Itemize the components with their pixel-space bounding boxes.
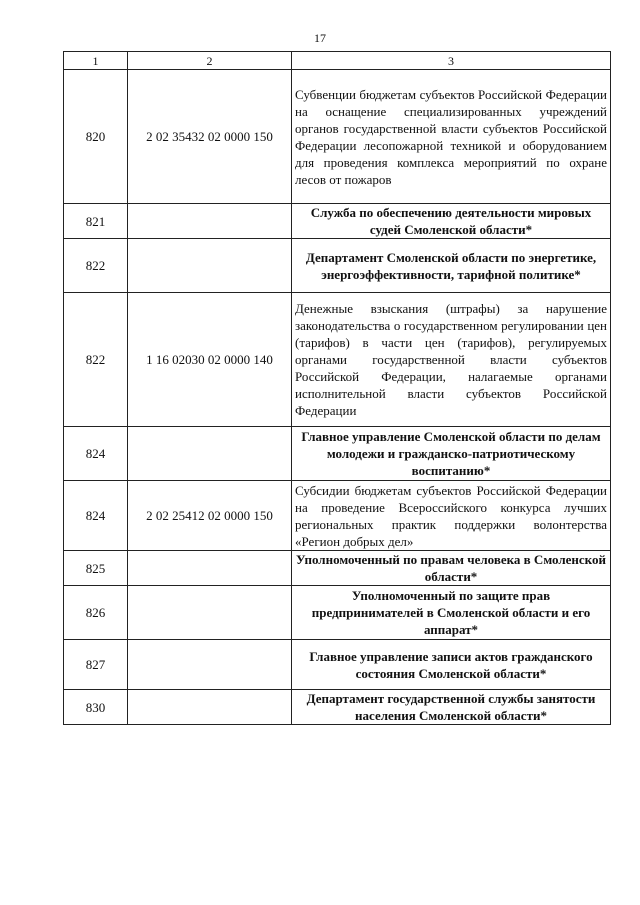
budget-code-cell: 1 16 02030 02 0000 140 [128,293,292,427]
administrator-name-cell: Уполномоченный по правам человека в Смоленской области* [292,551,611,586]
budget-code-cell [128,427,292,481]
table-header-row [64,52,611,70]
admin-code-cell: 824 [64,481,128,551]
table-row [64,690,611,725]
table-row [64,293,611,427]
admin-code-cell: 822 [64,239,128,293]
administrator-name-cell: Департамент государственной службы занятости населения Смоленской области* [292,690,611,725]
budget-code-cell: 2 02 35432 02 0000 150 [128,70,292,204]
budget-code-cell [128,239,292,293]
revenue-description-cell: Субсидии бюджетам субъектов Российской Федерации на проведение Всероссийского конкурса лучших региональных практик поддержки волонтерства «Регион добрых дел» [292,481,611,551]
table-row [64,481,611,551]
budget-code-cell [128,640,292,690]
budget-code-cell [128,551,292,586]
page-number: 17 [314,31,326,45]
table-body [64,52,611,725]
admin-code-cell: 830 [64,690,128,725]
budget-code-cell [128,204,292,239]
administrator-name-cell: Департамент Смоленской области по энергетике, энергоэффективности, тарифной политике* [292,239,611,293]
column-header-admin: 1 [64,52,128,70]
table-row [64,204,611,239]
administrator-name-cell: Служба по обеспечению деятельности мировых судей Смоленской области* [292,204,611,239]
admin-code-cell: 826 [64,586,128,640]
admin-code-cell: 824 [64,427,128,481]
table-row [64,427,611,481]
administrator-name-cell: Уполномоченный по защите прав предпринимателей в Смоленской области и его аппарат* [292,586,611,640]
admin-code-cell: 825 [64,551,128,586]
budget-classification-table [63,51,611,725]
budget-code-cell [128,690,292,725]
administrator-name-cell: Главное управление записи актов гражданского состояния Смоленской области* [292,640,611,690]
revenue-description-cell: Субвенции бюджетам субъектов Российской Федерации на оснащение специализированных учреждений органов государственной власти субъектов Российской Федерации лесопожарной техникой и оборудованием для проведения комплекса мероприятий по охране лесов от пожаров [292,70,611,204]
admin-code-cell: 827 [64,640,128,690]
admin-code-cell: 820 [64,70,128,204]
admin-code-cell: 822 [64,293,128,427]
revenue-description-cell: Денежные взыскания (штрафы) за нарушение законодательства о государственном регулировании цен (тарифов) в части цен (тарифов), регулируемых органами государственной власти субъектов Российской Федерации, налагаемые органами исполнительной власти субъектов Российской Федерации [292,293,611,427]
table-row [64,70,611,204]
admin-code-cell: 821 [64,204,128,239]
administrator-name-cell: Главное управление Смоленской области по делам молодежи и гражданско-патриотическому воспитанию* [292,427,611,481]
table-row [64,640,611,690]
budget-code-cell: 2 02 25412 02 0000 150 [128,481,292,551]
column-header-name: 3 [292,52,611,70]
table-row [64,551,611,586]
table-row [64,239,611,293]
column-header-code: 2 [128,52,292,70]
budget-code-cell [128,586,292,640]
table-row [64,586,611,640]
